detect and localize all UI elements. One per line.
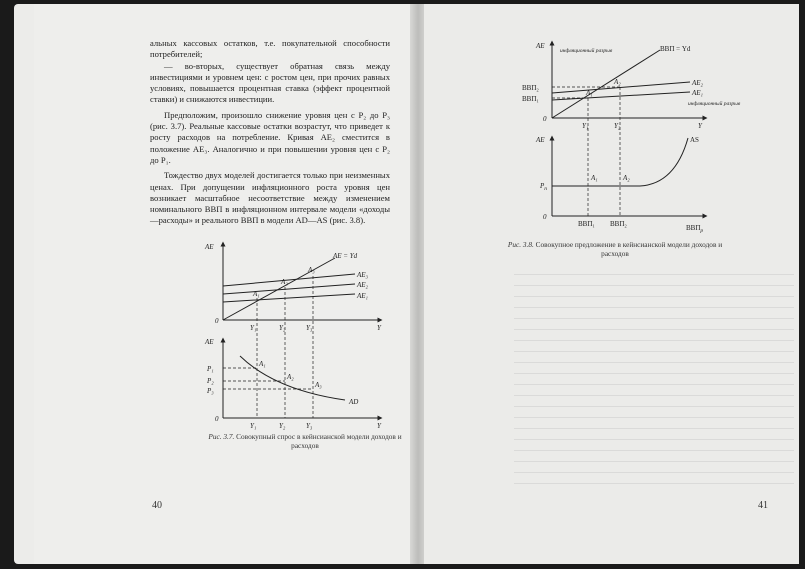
left-page-text [150,38,390,227]
top-origin: 0 [215,317,219,325]
paragraph-2: — во-вторых, существует обратная связь между инвестициями и уровнем цен: с ростом цен, при прочих равных условиях, повышается процентная ставка (эффект процентной ставки) и снижаются инвестиции. [150,60,390,105]
caption-3-7-text: Совокупный спрос в кейнсианской модели доходов и расходов [236,432,402,450]
figure-3-7 [195,238,395,428]
ytick-pn: $P_n$ [540,182,548,192]
bleed-through-text [514,274,794,494]
line-r-ae2 [552,82,690,93]
point-a2: A₂ [281,278,288,286]
line-ae1 [223,294,355,302]
label-r-ae1: AE₁ [692,89,703,97]
bottom-origin: 0 [215,415,219,423]
r-top-origin: 0 [543,115,547,123]
r-top-ylabel: AE [536,42,545,50]
point-a1: A₁ [253,290,260,298]
r-point-a2: A₂ [614,78,621,86]
bottom-xtick-y3: Y₃ [306,422,313,430]
ytick-p1: P₁ [207,365,214,373]
caption-3-8-label: Рис. 3.8. [507,240,534,249]
top-xtick-y1: Y₁ [250,324,257,332]
r-xtick-y1: Y₁ [582,122,589,130]
r-point-a1: A₁ [586,89,593,97]
paragraph-1: альных кассовых остатков, т.е. покупательной способности потребителей; [150,38,390,60]
label-as: AS [690,136,699,144]
r-xtick-gdp1: ВВП₁ [578,220,595,228]
bottom-ylabel: AE [205,338,214,346]
line-ae-yd [223,258,335,320]
figure-3-8 [500,38,741,238]
line-r-ae1 [552,92,690,100]
annot-inflation-top: инфляционный разрыв [560,48,613,54]
caption-3-7-label: Рис. 3.7. [208,432,235,441]
line-gdp-yd [552,50,660,118]
top-xtick-y3: Y₃ [306,324,313,332]
label-ae-yd: AE = Yd [333,252,358,260]
r-bottom-origin: 0 [543,213,547,221]
caption-3-7 [205,432,405,450]
bottom-point-a3: A₃ [315,381,322,389]
top-xtick-y2: Y₂ [279,324,286,332]
label-gdp-yd: ВВП = Yd [660,45,691,53]
label-ad: AD [349,398,359,406]
bottom-point-a1: A₁ [259,360,266,368]
paragraph-4: Тождество двух моделей достигается только при неизменных ценах. При допущении инфляционного роста уровня цен возникает масштабное несоответствие между изменением номинального ВВП в инфляционном интервале модели «доходы—расходы» и реального ВВП в модели AD—AS (рис. 3.8). [150,170,390,226]
line-ae3 [223,274,355,286]
annot-inflation-right: инфляционный разрыв [688,101,741,107]
r-bottom-point-a2: A₂ [623,174,630,182]
bottom-xtick-y2: Y₂ [279,422,286,430]
label-ae3: AE₃ [357,271,368,279]
bottom-point-a2: A₂ [287,373,294,381]
ytick-gdp2: ВВП₂ [522,84,539,92]
label-r-ae2: AE₂ [692,79,703,87]
ytick-p2: P₂ [207,377,214,385]
ytick-p3: P₃ [207,387,214,395]
caption-3-8-text: Совокупное предложение в кейнсианской модели доходов и расходов [535,240,723,258]
ytick-gdp1: ВВП₁ [522,95,539,103]
label-ae1: AE₁ [357,292,368,300]
r-bottom-ylabel: AE [536,136,545,144]
line-ae2 [223,284,355,294]
page-number-left: 40 [152,500,162,511]
r-bottom-point-a1: A₁ [591,174,598,182]
page-number-right: 41 [758,500,768,511]
r-bottom-xlabel: $ВВП_p$ [686,224,704,234]
r-xtick-y2: Y₂ [614,122,621,130]
point-a3: A₃ [308,266,315,274]
label-ae2: AE₂ [357,281,368,289]
r-top-xlabel: Y [698,122,702,130]
top-ylabel: AE [205,243,214,251]
caption-3-8 [500,240,730,258]
bottom-xlabel: Y [377,422,381,430]
top-xlabel: Y [377,324,381,332]
paragraph-3: Предположим, произошло снижение уровня цен с P₂ до P₃ (рис. 3.7). Реальные кассовые остатки возрастут, что приведет к росту расходов на потребление. Кривая AE₂ сместится в положение AE₃. Аналогично и при повышении уровня цен с P₂ до P₁. [150,109,390,165]
r-xtick-gdp2: ВВП₂ [610,220,627,228]
bottom-xtick-y1: Y₁ [250,422,257,430]
